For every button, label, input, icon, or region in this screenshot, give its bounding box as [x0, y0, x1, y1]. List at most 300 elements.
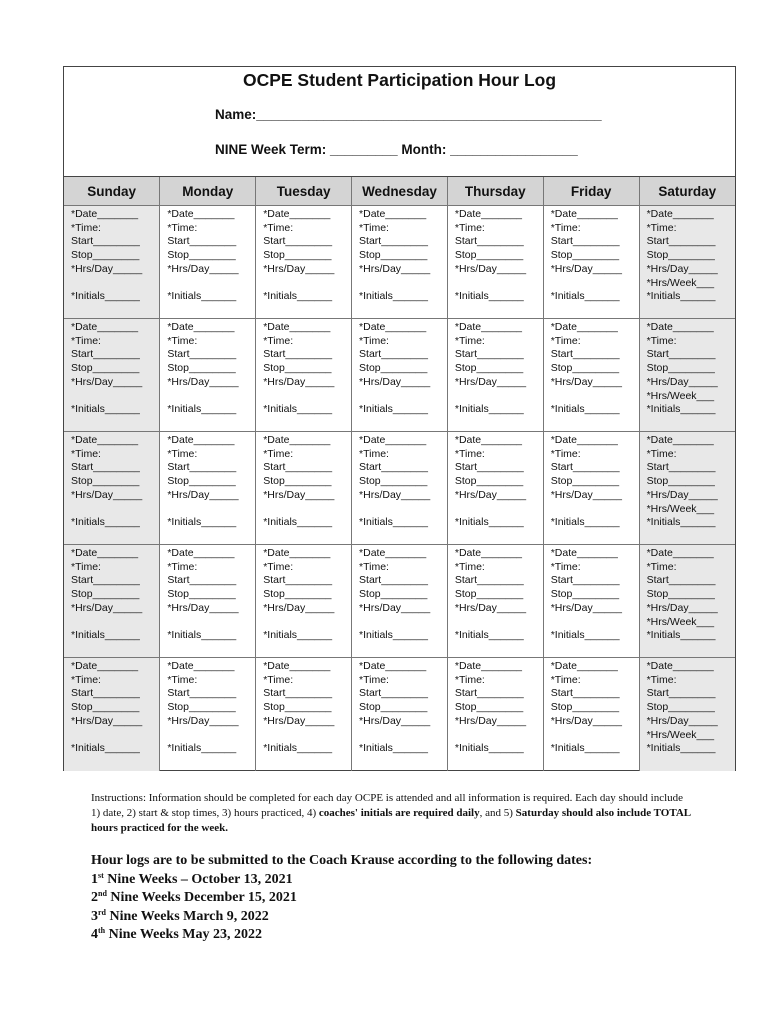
cell-field-line: *Initials______	[646, 742, 716, 755]
cell-field-line: *Date_______	[263, 321, 331, 333]
cell-field-line: Stop________	[167, 249, 236, 262]
cell-field-line: *Hrs/Day_____	[454, 601, 527, 614]
cell-field-line: *Time:	[359, 560, 389, 573]
cell-field-line: *Hrs/Day_____	[359, 601, 431, 614]
cell-field-line: *Date_______	[359, 321, 427, 333]
cell-field-line: *Date_______	[454, 321, 523, 333]
cell-field-line: *Initials______	[71, 290, 140, 303]
cell-field-line: Start________	[263, 574, 333, 587]
cell-field-line: *Time:	[167, 673, 198, 686]
cell-field-line: *Hrs/Day_____	[359, 714, 431, 727]
day-header-friday: Friday	[543, 177, 639, 206]
cell-field-line: *Hrs/Day_____	[263, 488, 335, 501]
cell-field-line: *Time:	[71, 334, 101, 347]
cell-field-line: Start________	[550, 348, 620, 361]
day-cell-sunday[interactable]	[64, 658, 160, 771]
cell-field-line: *Hrs/Day_____	[167, 262, 239, 275]
cell-field-line: *Time:	[263, 334, 294, 347]
item-text: Nine Weeks March 9, 2022	[106, 908, 269, 924]
cell-field-line: *Date_______	[550, 321, 618, 333]
cell-field-line: *Hrs/Day_____	[359, 488, 431, 501]
cell-field-line: *Date_______	[263, 660, 331, 672]
cell-field-line: *Hrs/Day_____	[550, 375, 622, 388]
day-cell-sunday[interactable]	[64, 432, 160, 545]
cell-field-line: Start________	[167, 687, 237, 700]
cell-field-line: Stop________	[71, 588, 140, 601]
cell-field-line: Stop________	[646, 588, 715, 601]
blank-line	[359, 503, 447, 517]
cell-field-line: *Initials______	[71, 403, 140, 416]
cell-field-line: *Initials______	[263, 403, 333, 416]
cell-field-line: *Initials______	[263, 629, 333, 642]
day-cell-monday[interactable]	[160, 206, 256, 319]
day-cell-friday[interactable]	[543, 432, 639, 545]
blank-line	[455, 390, 543, 404]
form-header	[64, 67, 735, 177]
cell-field-line: *Time:	[646, 221, 677, 234]
item-text: Nine Weeks May 23, 2022	[105, 927, 262, 942]
cell-field-line: Stop________	[71, 249, 140, 262]
item-text: Nine Weeks – October 13, 2021	[103, 871, 293, 887]
submission-date-item	[91, 889, 711, 908]
cell-field-line: Start________	[454, 574, 524, 587]
day-cell-sunday[interactable]	[64, 206, 160, 319]
blank-line	[455, 729, 543, 743]
day-cell-tuesday[interactable]	[256, 206, 352, 319]
cell-field-line: *Time:	[550, 221, 581, 234]
day-header-wednesday: Wednesday	[352, 177, 448, 206]
day-cell-monday[interactable]	[160, 658, 256, 771]
week-row	[64, 432, 735, 545]
cell-field-line: Stop________	[167, 588, 236, 601]
day-cell-thursday[interactable]	[447, 319, 543, 432]
ordinal-suffix: st	[98, 870, 104, 880]
cell-field-line: *Hrs/Day_____	[263, 601, 335, 614]
cell-field-line: Start________	[646, 348, 716, 361]
day-cell-saturday[interactable]	[639, 658, 735, 771]
cell-field-line: *Date_______	[263, 208, 331, 220]
cell-field-line: *Initials______	[550, 516, 620, 529]
submission-heading: Hour logs are to be submitted to the Coach Krause according to the following dates:	[91, 853, 593, 868]
cell-field-line: Stop________	[454, 475, 524, 488]
day-cell-saturday[interactable]	[639, 206, 735, 319]
day-cell-sunday[interactable]	[64, 545, 160, 658]
cell-field-line: *Hrs/Day_____	[167, 488, 239, 501]
cell-field-line: *Initials______	[167, 742, 237, 755]
cell-field-line: *Initials______	[359, 742, 428, 755]
day-cell-monday[interactable]	[160, 432, 256, 545]
cell-field-line: *Hrs/Day_____	[550, 262, 622, 275]
blank-line	[263, 277, 351, 291]
cell-field-line: *Hrs/Day_____	[263, 262, 335, 275]
blank-line	[71, 616, 159, 630]
blank-line	[551, 729, 639, 743]
cell-field-line: *Hrs/Day_____	[167, 375, 239, 388]
cell-field-line: *Hrs/Week___	[646, 728, 715, 741]
day-cell-wednesday[interactable]	[352, 658, 448, 771]
cell-field-line: *Time:	[359, 221, 389, 234]
blank-line	[71, 503, 159, 517]
cell-field-line: Start________	[359, 687, 428, 700]
cell-field-line: *Initials______	[550, 403, 620, 416]
cell-field-line: *Time:	[359, 334, 389, 347]
item-number: 2	[91, 890, 98, 905]
blank-line	[263, 729, 351, 743]
cell-field-line: *Date_______	[167, 321, 235, 333]
day-header-tuesday: Tuesday	[256, 177, 352, 206]
cell-field-line: *Hrs/Day_____	[263, 375, 335, 388]
cell-field-line: *Date_______	[167, 547, 235, 559]
day-cell-wednesday[interactable]	[352, 319, 448, 432]
cell-field-line: Start________	[646, 461, 716, 474]
cell-field-line: *Date_______	[71, 208, 139, 220]
cell-field-line: *Hrs/Day_____	[646, 375, 718, 388]
cell-field-line: *Time:	[71, 673, 101, 686]
cell-field-line: *Initials______	[167, 290, 237, 303]
cell-field-line: *Hrs/Day_____	[646, 601, 718, 614]
cell-field-line: *Hrs/Day_____	[550, 488, 622, 501]
hour-log-form	[63, 66, 736, 771]
cell-field-line: *Hrs/Day_____	[646, 262, 718, 275]
cell-field-line: *Time:	[454, 221, 485, 234]
blank-line	[71, 390, 159, 404]
blank-line	[455, 616, 543, 630]
blank-line	[359, 616, 447, 630]
cell-field-line: *Hrs/Day_____	[71, 714, 143, 727]
cell-field-line: *Time:	[167, 560, 198, 573]
day-cell-friday[interactable]	[543, 206, 639, 319]
day-header-saturday: Saturday	[639, 177, 735, 206]
cell-field-line: *Hrs/Week___	[646, 502, 715, 515]
day-cell-friday[interactable]	[543, 658, 639, 771]
cell-field-line: *Date_______	[167, 660, 235, 672]
day-cell-saturday[interactable]	[639, 319, 735, 432]
cell-field-line: *Time:	[263, 560, 294, 573]
cell-field-line: Stop________	[454, 701, 524, 714]
cell-field-line: *Initials______	[550, 290, 620, 303]
instructions-part1: Instructions: Information should be completed for each day OCPE is attended and all information is required. Each day should include 1) date, 2) start & stop times, 3) hours practiced, 4)	[91, 792, 684, 819]
cell-field-line: Stop________	[167, 475, 236, 488]
cell-field-line: *Date_______	[167, 434, 235, 446]
day-cell-tuesday[interactable]	[256, 545, 352, 658]
cell-field-line: *Time:	[71, 447, 101, 460]
cell-field-line: *Initials______	[263, 290, 333, 303]
day-cell-saturday[interactable]	[639, 432, 735, 545]
day-cell-monday[interactable]	[160, 319, 256, 432]
cell-field-line: *Initials______	[550, 629, 620, 642]
blank-line	[167, 277, 255, 291]
cell-field-line: *Time:	[454, 673, 485, 686]
blank-line	[359, 277, 447, 291]
cell-field-line: *Time:	[71, 560, 101, 573]
cell-field-line: *Date_______	[167, 208, 235, 220]
submission-date-item	[91, 871, 711, 890]
cell-field-line: *Date_______	[263, 434, 331, 446]
cell-field-line: *Time:	[167, 447, 198, 460]
cell-field-line: *Date_______	[454, 547, 523, 559]
cell-field-line: *Initials______	[167, 403, 237, 416]
cell-field-line: Stop________	[71, 475, 140, 488]
instructions-text	[91, 791, 691, 836]
day-cell-tuesday[interactable]	[256, 432, 352, 545]
cell-field-line: *Time:	[550, 673, 581, 686]
day-cell-thursday[interactable]	[447, 432, 543, 545]
day-cell-tuesday[interactable]	[256, 319, 352, 432]
cell-field-line: Stop________	[550, 475, 620, 488]
cell-field-line: Start________	[550, 574, 620, 587]
cell-field-line: *Date_______	[359, 660, 427, 672]
cell-field-line: *Time:	[167, 334, 198, 347]
cell-field-line: Stop________	[454, 362, 524, 375]
cell-field-line: Stop________	[263, 588, 332, 601]
cell-field-line: *Initials______	[646, 403, 716, 416]
cell-field-line: Stop________	[71, 701, 140, 714]
cell-field-line: Stop________	[550, 362, 620, 375]
cell-field-line: *Hrs/Day_____	[454, 262, 527, 275]
cell-field-line: Start________	[167, 574, 237, 587]
blank-line	[263, 390, 351, 404]
cell-field-line: *Initials______	[359, 403, 428, 416]
cell-field-line: *Time:	[263, 221, 294, 234]
cell-field-line: *Hrs/Day_____	[454, 488, 527, 501]
cell-field-line: *Date_______	[263, 547, 331, 559]
week-row	[64, 206, 735, 319]
cell-field-line: *Time:	[550, 447, 581, 460]
blank-line	[359, 729, 447, 743]
cell-field-line: Stop________	[71, 362, 140, 375]
day-cell-thursday[interactable]	[447, 658, 543, 771]
cell-field-line: Stop________	[646, 701, 715, 714]
instructions-bold1: coaches' initials are required daily	[318, 807, 480, 819]
week-row	[64, 658, 735, 771]
cell-field-line: *Hrs/Day_____	[263, 714, 335, 727]
item-number: 3	[91, 908, 98, 924]
cell-field-line: Start________	[263, 461, 333, 474]
cell-field-line: Start________	[454, 235, 524, 248]
cell-field-line: Start________	[550, 687, 620, 700]
day-cell-wednesday[interactable]	[352, 206, 448, 319]
cell-field-line: Start________	[646, 235, 716, 248]
cell-field-line: Start________	[646, 574, 716, 587]
cell-field-line: *Hrs/Day_____	[646, 714, 718, 727]
cell-field-line: Stop________	[359, 362, 428, 375]
cell-field-line: *Initials______	[359, 290, 428, 303]
cell-field-line: *Initials______	[263, 742, 333, 755]
cell-field-line: *Date_______	[646, 434, 714, 446]
day-cell-saturday[interactable]	[639, 545, 735, 658]
cell-field-line: *Initials______	[71, 742, 140, 755]
cell-field-line: Stop________	[263, 475, 332, 488]
cell-field-line: *Date_______	[71, 547, 139, 559]
cell-field-line: Start________	[454, 687, 524, 700]
cell-field-line: *Hrs/Day_____	[167, 601, 239, 614]
cell-field-line: *Date_______	[454, 660, 523, 672]
cell-field-line: Stop________	[263, 249, 332, 262]
item-number: 1	[91, 871, 98, 887]
instructions-bold2: Saturday should also include TOTAL hours practiced for the week.	[91, 807, 691, 834]
term-month-field: NINE Week Term: _________ Month: _________________	[215, 142, 578, 157]
cell-field-line: Stop________	[359, 588, 428, 601]
blank-line	[455, 503, 543, 517]
blank-line	[167, 503, 255, 517]
cell-field-line: *Hrs/Day_____	[359, 375, 431, 388]
cell-field-line: *Hrs/Day_____	[550, 601, 622, 614]
cell-field-line: Start________	[167, 348, 237, 361]
cell-field-line: *Time:	[454, 560, 485, 573]
day-header-row	[64, 177, 735, 206]
cell-field-line: Start________	[167, 461, 237, 474]
cell-field-line: *Initials______	[359, 516, 428, 529]
cell-field-line: *Initials______	[71, 516, 140, 529]
cell-field-line: *Hrs/Week___	[646, 276, 715, 289]
cell-field-line: Stop________	[167, 701, 236, 714]
blank-line	[71, 277, 159, 291]
cell-field-line: *Date_______	[71, 434, 139, 446]
cell-field-line: *Initials______	[71, 629, 140, 642]
day-header-sunday: Sunday	[64, 177, 160, 206]
cell-field-line: *Hrs/Day_____	[167, 714, 239, 727]
blank-line	[551, 503, 639, 517]
cell-field-line: *Time:	[359, 673, 389, 686]
cell-field-line: Start________	[550, 235, 620, 248]
cell-field-line: Start________	[359, 348, 428, 361]
cell-field-line: Stop________	[263, 362, 332, 375]
cell-field-line: *Time:	[646, 334, 677, 347]
cell-field-line: *Hrs/Day_____	[646, 488, 718, 501]
cell-field-line: *Initials______	[646, 516, 716, 529]
cell-field-line: *Time:	[263, 673, 294, 686]
cell-field-line: *Hrs/Day_____	[550, 714, 622, 727]
week-row	[64, 319, 735, 432]
blank-line	[167, 729, 255, 743]
cell-field-line: *Time:	[167, 221, 198, 234]
day-cell-sunday[interactable]	[64, 319, 160, 432]
cell-field-line: *Hrs/Day_____	[71, 601, 143, 614]
form-title: OCPE Student Participation Hour Log	[242, 70, 557, 90]
cell-field-line: *Time:	[646, 447, 677, 460]
cell-field-line: Start________	[359, 235, 428, 248]
day-cell-monday[interactable]	[160, 545, 256, 658]
cell-field-line: *Date_______	[71, 321, 139, 333]
cell-field-line: *Date_______	[646, 321, 714, 333]
cell-field-line: Start________	[71, 574, 140, 587]
cell-field-line: Stop________	[646, 249, 715, 262]
day-header-monday: Monday	[160, 177, 256, 206]
cell-field-line: Stop________	[167, 362, 236, 375]
day-cell-friday[interactable]	[543, 545, 639, 658]
blank-line	[167, 390, 255, 404]
cell-field-line: Stop________	[263, 701, 332, 714]
submission-date-item	[91, 926, 711, 945]
day-header-thursday: Thursday	[447, 177, 543, 206]
cell-field-line: Stop________	[359, 701, 428, 714]
cell-field-line: *Initials______	[454, 516, 524, 529]
day-cell-friday[interactable]	[543, 319, 639, 432]
ordinal-suffix: th	[98, 926, 106, 935]
day-cell-tuesday[interactable]	[256, 658, 352, 771]
cell-field-line: *Time:	[646, 673, 677, 686]
cell-field-line: *Time:	[646, 560, 677, 573]
cell-field-line: *Hrs/Day_____	[359, 262, 431, 275]
cell-field-line: Start________	[646, 687, 716, 700]
day-cell-thursday[interactable]	[447, 206, 543, 319]
cell-field-line: *Date_______	[550, 208, 618, 220]
submission-list	[91, 871, 711, 945]
cell-field-line: *Initials______	[646, 629, 716, 642]
cell-field-line: *Time:	[71, 221, 101, 234]
cell-field-line: Stop________	[454, 249, 524, 262]
cell-field-line: Stop________	[550, 588, 620, 601]
cell-field-line: *Date_______	[550, 434, 618, 446]
submission-date-item	[91, 908, 711, 927]
cell-field-line: *Time:	[454, 334, 485, 347]
cell-field-line: Stop________	[646, 362, 715, 375]
cell-field-line: Stop________	[359, 249, 428, 262]
cell-field-line: Start________	[550, 461, 620, 474]
blank-line	[71, 729, 159, 743]
cell-field-line: Start________	[263, 348, 333, 361]
submission-dates	[91, 852, 711, 945]
cell-field-line: Stop________	[646, 475, 715, 488]
cell-field-line: *Time:	[550, 334, 581, 347]
cell-field-line: Stop________	[359, 475, 428, 488]
name-field: Name:______________________________________________	[215, 107, 602, 122]
item-text: Nine Weeks December 15, 2021	[106, 890, 297, 905]
cell-field-line: *Initials______	[646, 290, 716, 303]
day-cell-wednesday[interactable]	[352, 432, 448, 545]
cell-field-line: *Time:	[359, 447, 389, 460]
blank-line	[551, 390, 639, 404]
cell-field-line: Start________	[167, 235, 237, 248]
ordinal-suffix: nd	[98, 889, 107, 898]
cell-field-line: *Time:	[550, 560, 581, 573]
cell-field-line: *Date_______	[454, 208, 523, 220]
cell-field-line: Start________	[359, 461, 428, 474]
cell-field-line: Stop________	[550, 701, 620, 714]
cell-field-line: *Date_______	[646, 660, 714, 672]
day-cell-thursday[interactable]	[447, 545, 543, 658]
cell-field-line: *Time:	[454, 447, 485, 460]
cell-field-line: Stop________	[550, 249, 620, 262]
blank-line	[263, 503, 351, 517]
blank-line	[455, 277, 543, 291]
blank-line	[551, 616, 639, 630]
cell-field-line: *Hrs/Day_____	[454, 714, 527, 727]
cell-field-line: *Date_______	[550, 547, 618, 559]
cell-field-line: *Hrs/Week___	[646, 389, 715, 402]
ordinal-suffix: rd	[98, 907, 106, 917]
cell-field-line: *Initials______	[359, 629, 428, 642]
cell-field-line: *Date_______	[359, 547, 427, 559]
cell-field-line: *Hrs/Day_____	[71, 375, 143, 388]
cell-field-line: *Initials______	[263, 516, 333, 529]
hour-log-table	[64, 177, 735, 771]
day-cell-wednesday[interactable]	[352, 545, 448, 658]
cell-field-line: *Date_______	[454, 434, 523, 446]
cell-field-line: *Date_______	[71, 660, 139, 672]
cell-field-line: Start________	[454, 461, 524, 474]
hour-log-body	[64, 206, 735, 771]
cell-field-line: *Date_______	[550, 660, 618, 672]
cell-field-line: Start________	[454, 348, 524, 361]
item-number: 4	[91, 927, 98, 942]
cell-field-line: *Initials______	[454, 742, 524, 755]
blank-line	[167, 616, 255, 630]
blank-line	[359, 390, 447, 404]
cell-field-line: *Date_______	[359, 208, 427, 220]
cell-field-line: *Date_______	[646, 208, 714, 220]
cell-field-line: *Hrs/Day_____	[454, 375, 527, 388]
